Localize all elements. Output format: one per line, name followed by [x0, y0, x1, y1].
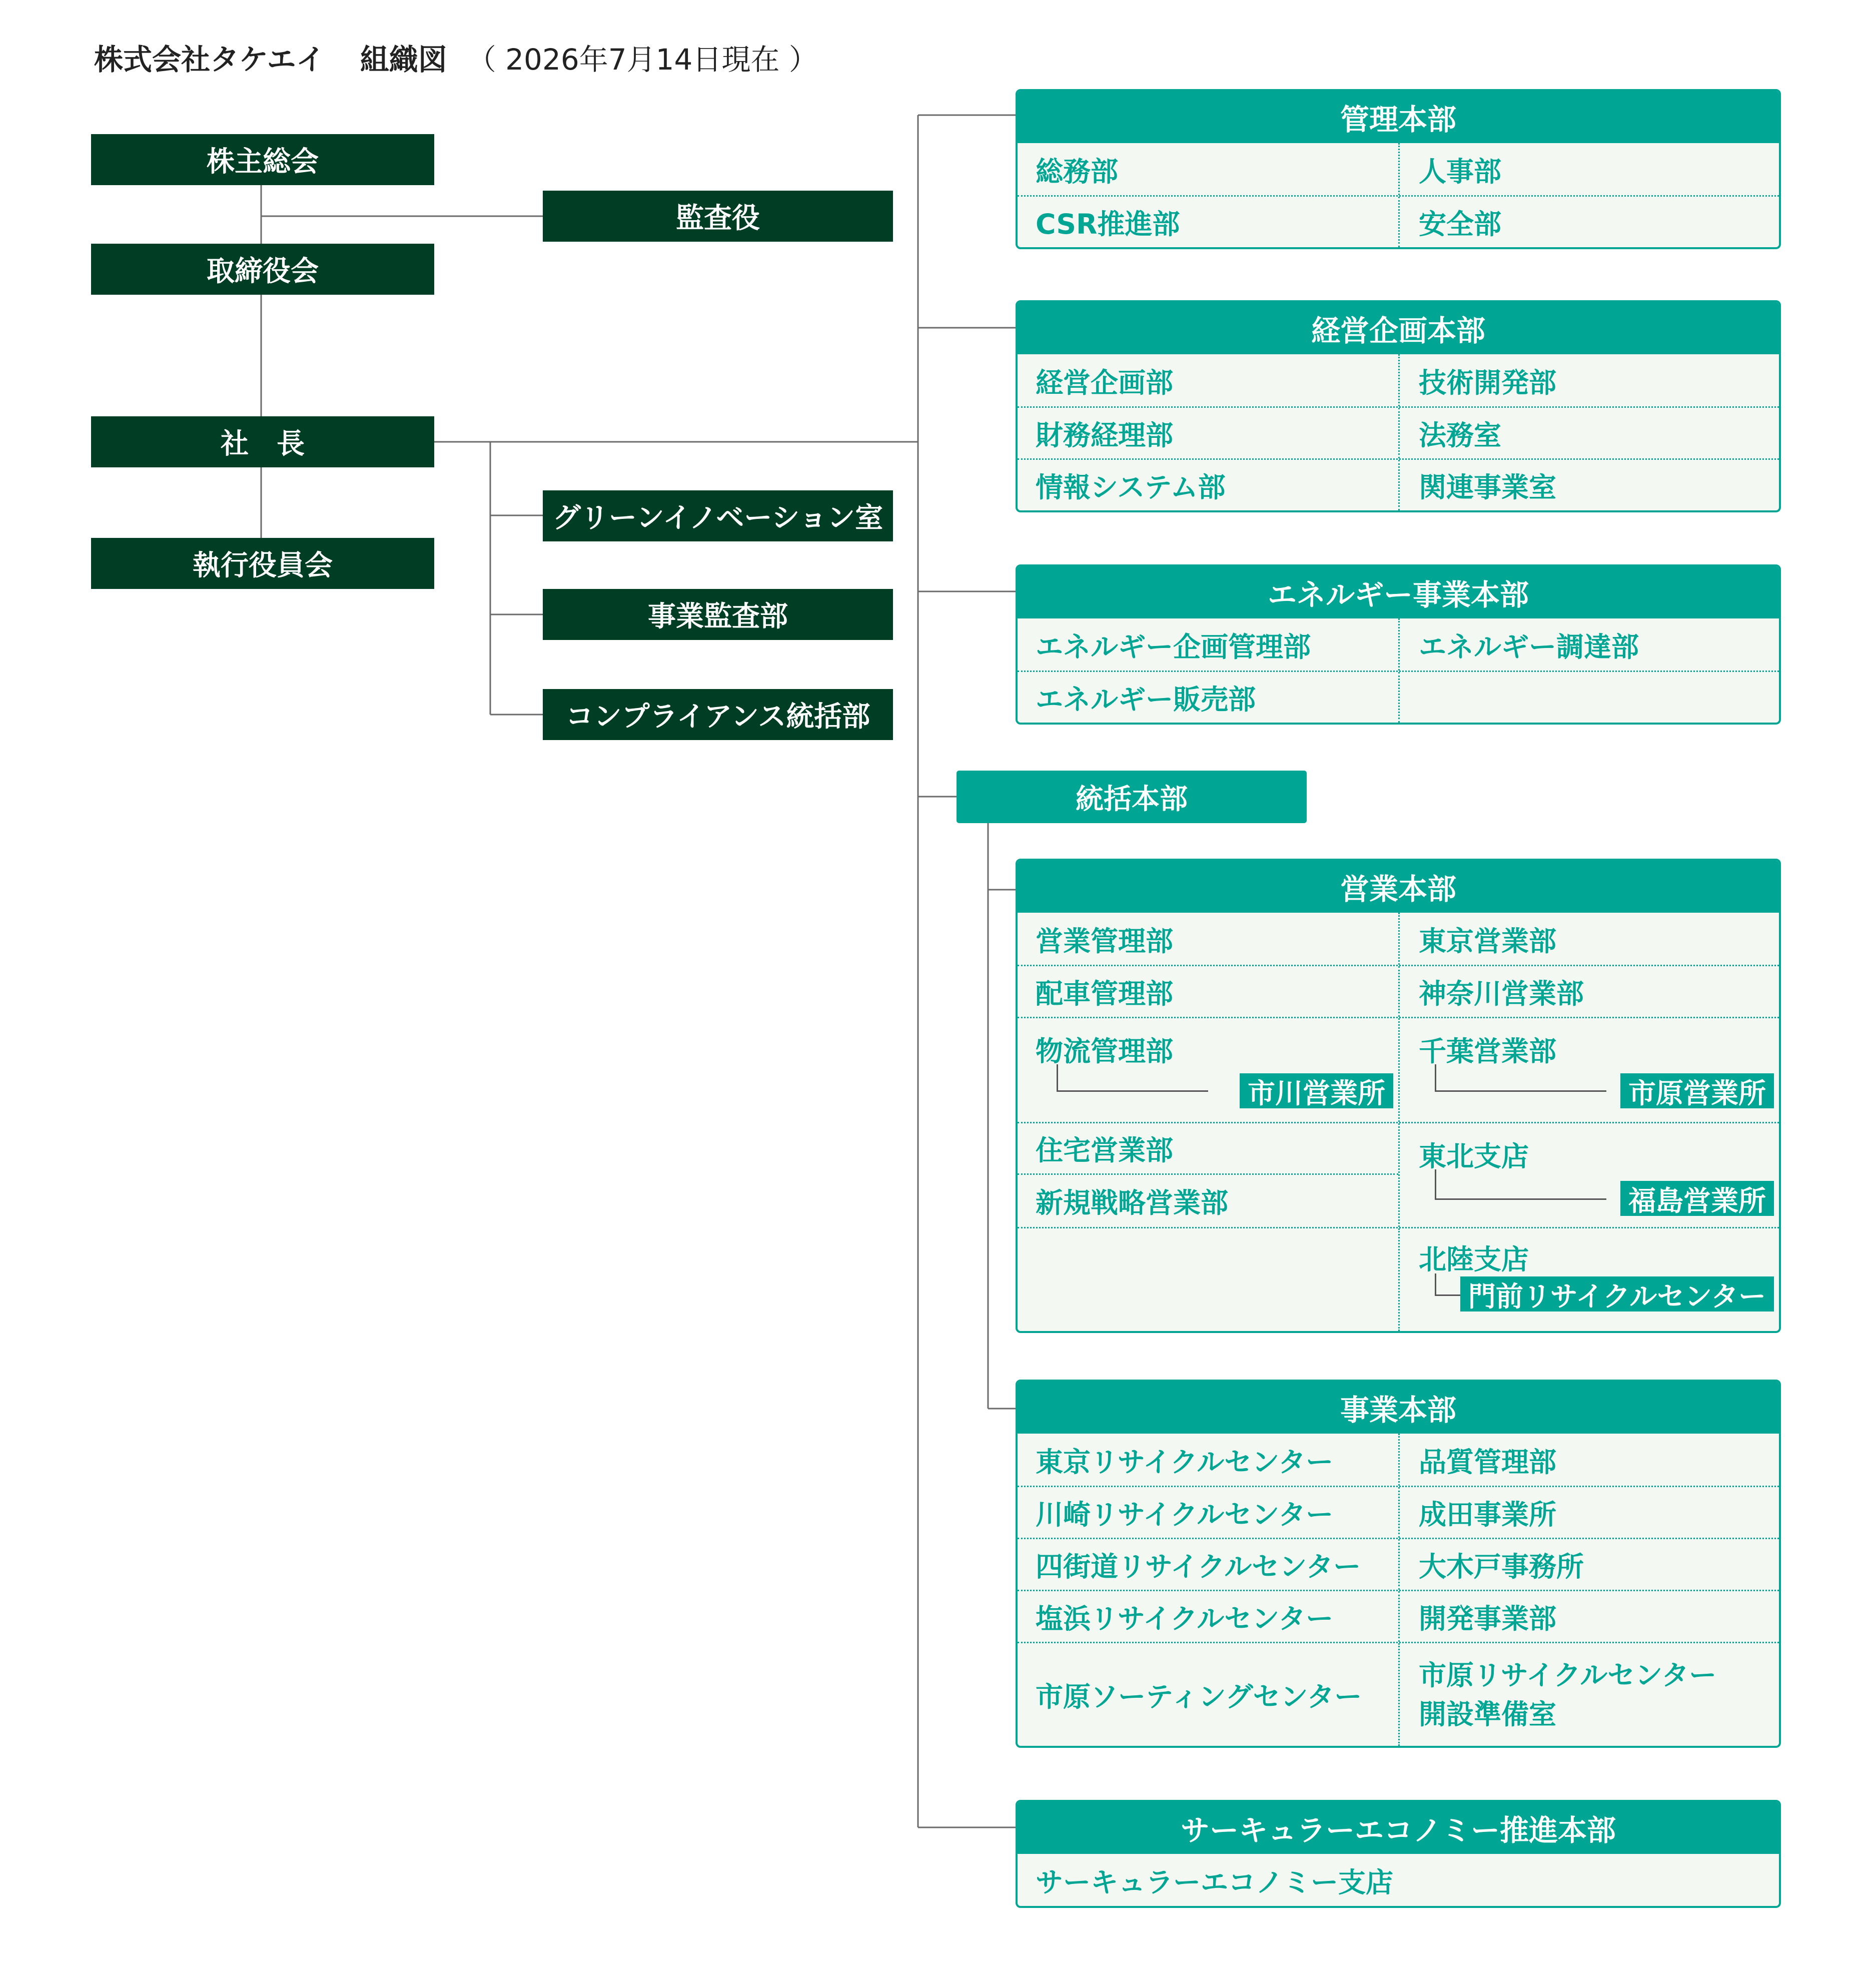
dept-cell: 品質管理部 [1398, 1434, 1779, 1486]
dept-cell: エネルギー企画管理部 [1036, 630, 1311, 663]
left-stack [1018, 1123, 1398, 1227]
dept-cell: CSR推進部 [1036, 208, 1180, 240]
energy-title: エネルギー事業本部 [1018, 566, 1779, 618]
dept-label: 東北支店 [1419, 1140, 1529, 1172]
executive-committee-box: 執行役員会 [91, 538, 434, 589]
circular-row [1018, 1854, 1779, 1906]
dept-line: 市原リサイクルセンター [1419, 1659, 1717, 1691]
green-innovation-office-box: グリーンイノベーション室 [543, 490, 893, 541]
keiei-panel [1016, 300, 1781, 512]
jigyo-row [1018, 1642, 1779, 1746]
dept-cell: 大木戸事務所 [1398, 1539, 1779, 1590]
jigyo-title: 事業本部 [1018, 1382, 1779, 1434]
jigyo-row [1018, 1434, 1779, 1486]
dept-cell: 安全部 [1398, 197, 1779, 247]
energy-row [1018, 618, 1779, 671]
dept-cell: 東京リサイクルセンター [1036, 1446, 1334, 1478]
circular-title: サーキュラーエコノミー推進本部 [1018, 1802, 1779, 1854]
dept-cell: 成田事業所 [1398, 1487, 1779, 1538]
keiei-title: 経営企画本部 [1018, 302, 1779, 354]
circular-panel [1016, 1800, 1781, 1908]
kanri-row [1018, 143, 1779, 195]
eigyo-row [1018, 1227, 1779, 1331]
dept-cell [1398, 672, 1779, 723]
dept-cell: 川崎リサイクルセンター [1036, 1499, 1334, 1531]
dept-cell [1398, 1228, 1779, 1331]
sub-office-badge: 市川営業所 [1240, 1073, 1393, 1108]
kanri-row [1018, 195, 1779, 247]
eigyo-row [1018, 965, 1779, 1017]
dept-cell: エネルギー販売部 [1036, 684, 1256, 716]
dept-cell: 塩浜リサイクルセンター [1036, 1603, 1334, 1635]
dept-cell: 四街道リサイクルセンター [1036, 1551, 1361, 1583]
dept-cell [1398, 1643, 1779, 1746]
jigyo-row [1018, 1486, 1779, 1538]
dept-cell: 関連事業室 [1398, 460, 1779, 510]
sub-office-badge: 福島営業所 [1620, 1181, 1774, 1216]
dept-cell: 経営企画部 [1036, 366, 1174, 399]
empty-cell [1018, 1228, 1398, 1331]
dept-label: 北陸支店 [1419, 1243, 1529, 1275]
eigyo-title: 営業本部 [1018, 861, 1779, 913]
kanri-panel [1016, 89, 1781, 249]
dept-cell: サーキュラーエコノミー支店 [1036, 1866, 1394, 1898]
dept-cell: 開発事業部 [1398, 1591, 1779, 1642]
company-name: 株式会社タケエイ [94, 43, 325, 77]
chart-label: 組織図 [360, 43, 447, 77]
sub-connector [1435, 1064, 1606, 1092]
dept-multiline [1419, 1656, 1716, 1734]
eigyo-panel [1016, 859, 1781, 1333]
tokatsu-box: 統括本部 [957, 771, 1307, 823]
dept-label: 物流管理部 [1036, 1035, 1174, 1067]
as-of-date: （ 2026年7月14日現在 ） [467, 43, 818, 77]
jigyo-row [1018, 1590, 1779, 1642]
dept-cell: 営業管理部 [1036, 925, 1174, 957]
kanri-title: 管理本部 [1018, 91, 1779, 143]
dept-line: 開設準備室 [1419, 1698, 1557, 1730]
dept-cell [1398, 1018, 1779, 1122]
eigyo-row [1018, 1017, 1779, 1122]
board-of-directors-box: 取締役会 [91, 244, 434, 295]
energy-row [1018, 671, 1779, 723]
dept-cell: 神奈川営業部 [1398, 966, 1779, 1017]
eigyo-row [1018, 1122, 1779, 1227]
eigyo-row [1018, 913, 1779, 965]
dept-cell [1018, 1018, 1398, 1122]
dept-cell: 配車管理部 [1036, 978, 1174, 1010]
sub-connector [1057, 1064, 1208, 1092]
dept-label: 千葉営業部 [1419, 1035, 1557, 1067]
dept-cell: 技術開発部 [1398, 354, 1779, 406]
shareholders-meeting-box: 株主総会 [91, 134, 434, 185]
dept-cell: エネルギー調達部 [1398, 618, 1779, 671]
keiei-row [1018, 406, 1779, 458]
dept-cell: 住宅営業部 [1018, 1123, 1398, 1175]
dept-cell [1398, 1123, 1779, 1227]
dept-cell: 人事部 [1398, 143, 1779, 195]
auditor-box: 監査役 [543, 191, 893, 242]
dept-cell: 新規戦略営業部 [1036, 1187, 1229, 1219]
keiei-row [1018, 354, 1779, 406]
dept-cell: 法務室 [1398, 408, 1779, 458]
dept-cell: 市原ソーティングセンター [1036, 1681, 1362, 1713]
sub-connector [1435, 1169, 1606, 1200]
jigyo-row [1018, 1538, 1779, 1590]
keiei-row [1018, 458, 1779, 510]
dept-cell: 東京営業部 [1398, 913, 1779, 965]
sub-office-badge: 市原営業所 [1620, 1073, 1774, 1108]
president-box: 社 長 [91, 416, 434, 467]
compliance-dept-box: コンプライアンス統括部 [543, 689, 893, 740]
energy-panel [1016, 564, 1781, 725]
dept-cell: 情報システム部 [1036, 471, 1226, 503]
page-title [94, 36, 818, 78]
dept-cell: 総務部 [1036, 155, 1119, 188]
sub-office-badge: 門前リサイクルセンター [1460, 1276, 1774, 1311]
dept-cell: 財務経理部 [1036, 419, 1174, 451]
business-audit-dept-box: 事業監査部 [543, 589, 893, 640]
jigyo-panel [1016, 1380, 1781, 1748]
